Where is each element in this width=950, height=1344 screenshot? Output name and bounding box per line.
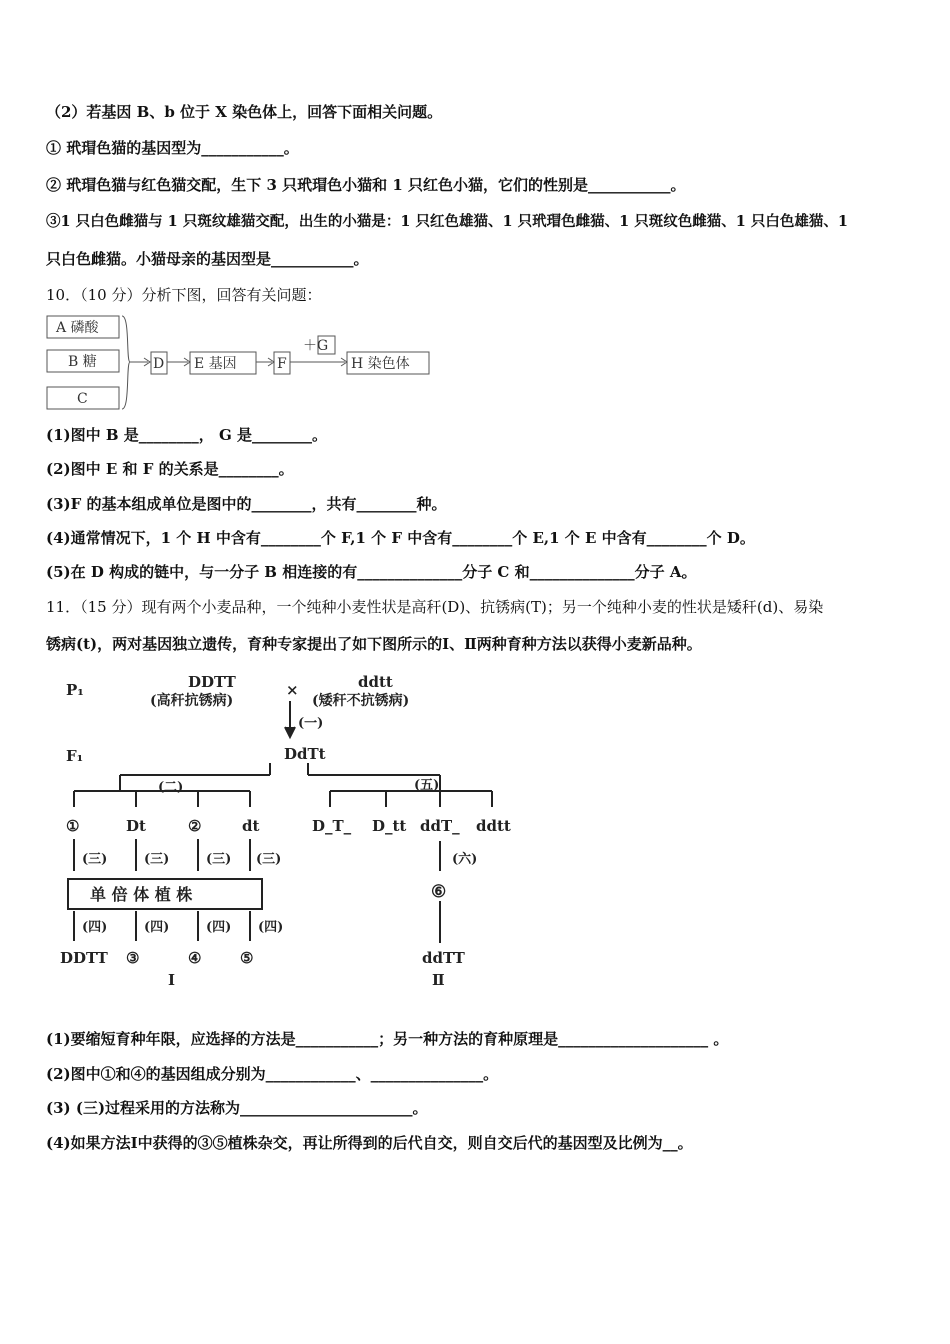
offspring-2: ③ bbox=[126, 949, 140, 967]
method-2: Ⅱ bbox=[432, 971, 445, 989]
step-6: (六) bbox=[452, 852, 478, 867]
final-genotype: ddTT bbox=[422, 949, 465, 967]
result-1: D_T_ bbox=[312, 817, 352, 835]
step-4b: (四) bbox=[144, 920, 170, 935]
question-11-b: 锈病(t)，两对基因独立遗传，育种专家提出了如下图所示的Ⅰ、Ⅱ两种育种方法以获得小麦新品种。 bbox=[46, 635, 702, 653]
q10-item-4: (4)通常情况下，1 个 H 中含有________个 F,1 个 F 中含有________个 E,1 个 E 中含有________个 D。 bbox=[46, 529, 755, 547]
result-2: D_tt bbox=[372, 817, 407, 835]
f1-label: F₁ bbox=[66, 747, 84, 765]
q11-item-1: (1)要缩短育种年限，应选择的方法是___________；另一种方法的育种原理是____________________ 。 bbox=[46, 1030, 729, 1048]
step-2: (二) bbox=[158, 780, 184, 795]
p1-label: P₁ bbox=[66, 681, 84, 699]
question-11-a: 11．（15 分）现有两个小麦品种，一个纯种小麦性状是高秆(D)、抗锈病(T)；另一个纯种小麦的性状是矮秆(d)、易染 bbox=[46, 598, 824, 616]
label-f: F bbox=[277, 356, 287, 372]
result-3: ddT_ bbox=[420, 817, 460, 835]
result-4: ddtt bbox=[476, 817, 511, 835]
label-b: B 糖 bbox=[68, 354, 97, 370]
parent-ddtt-sub: (高秆抗锈病) bbox=[150, 693, 234, 709]
step-4d: (四) bbox=[258, 920, 284, 935]
offspring-4: ⑤ bbox=[240, 949, 254, 967]
q10-item-5: (5)在 D 构成的链中，与一分子 B 相连接的有______________分子 C 和______________分子 A。 bbox=[46, 563, 697, 581]
label-c: C bbox=[77, 391, 88, 407]
gamete-2: Dt bbox=[126, 817, 146, 835]
step-1: (一) bbox=[298, 716, 324, 731]
step-3b: (三) bbox=[144, 852, 170, 867]
q11-item-4: (4)如果方法Ⅰ中获得的③⑤植株杂交，再让所得到的后代自交，则自交后代的基因型及比例为__。 bbox=[46, 1134, 693, 1152]
question-10: 10．（10 分）分析下图，回答有关问题： bbox=[46, 286, 322, 304]
q11-item-2: (2)图中①和④的基因组成分别为____________、_______________。 bbox=[46, 1065, 499, 1083]
text-line: （2）若基因 B、b 位于 X 染色体上，回答下面相关问题。 bbox=[46, 103, 443, 121]
step-3c: (三) bbox=[206, 852, 232, 867]
circle-6: ⑥ bbox=[431, 882, 447, 902]
q10-item-2: (2)图中 E 和 F 的关系是________。 bbox=[46, 460, 294, 478]
gamete-4: dt bbox=[242, 817, 260, 835]
label-e: E 基因 bbox=[194, 356, 237, 372]
method-1: Ⅰ bbox=[168, 971, 176, 989]
label-g: ＋G bbox=[303, 338, 329, 354]
label-h: H 染色体 bbox=[351, 356, 410, 372]
breeding-diagram bbox=[60, 665, 520, 995]
step-4a: (四) bbox=[82, 920, 108, 935]
gamete-1: ① bbox=[66, 817, 80, 835]
text-line: ② 玳瑁色猫与红色猫交配，生下 3 只玳瑁色小猫和 1 只红色小猫，它们的性别是___________。 bbox=[46, 176, 686, 194]
offspring-1: DDTT bbox=[60, 949, 108, 967]
step-3a: (三) bbox=[82, 852, 108, 867]
q10-item-3: (3)F 的基本组成单位是图中的________，共有________种。 bbox=[46, 495, 447, 513]
cross-sign: × bbox=[286, 681, 299, 699]
offspring-3: ④ bbox=[188, 949, 202, 967]
parent-ddtt-right-sub: (矮秆不抗锈病) bbox=[312, 693, 410, 709]
text-line: ③1 只白色雌猫与 1 只斑纹雄猫交配，出生的小猫是：1 只红色雄猫、1 只玳瑁色雌猫、1 只斑纹色雌猫、1 只白色雄猫、1 bbox=[46, 213, 848, 230]
step-5: (五) bbox=[414, 778, 440, 793]
label-d: D bbox=[153, 356, 165, 372]
label-a: A 磷酸 bbox=[56, 320, 99, 336]
parent-ddtt: DDTT bbox=[188, 673, 236, 691]
haploid-label: 单 倍 体 植 株 bbox=[90, 885, 193, 904]
q10-item-1: (1)图中 B 是________， G 是________。 bbox=[46, 426, 328, 444]
f1-genotype: DdTt bbox=[284, 745, 326, 763]
step-4c: (四) bbox=[206, 920, 232, 935]
gamete-3: ② bbox=[188, 817, 202, 835]
text-line: ① 玳瑁色猫的基因型为___________。 bbox=[46, 139, 299, 157]
q11-item-3: (3) (三)过程采用的方法称为_______________________。 bbox=[46, 1099, 428, 1117]
step-3d: (三) bbox=[256, 852, 282, 867]
gene-chromosome-diagram bbox=[40, 310, 440, 420]
parent-ddtt-right: ddtt bbox=[358, 673, 393, 691]
text-line: 只白色雌猫。小猫母亲的基因型是___________。 bbox=[46, 250, 369, 268]
